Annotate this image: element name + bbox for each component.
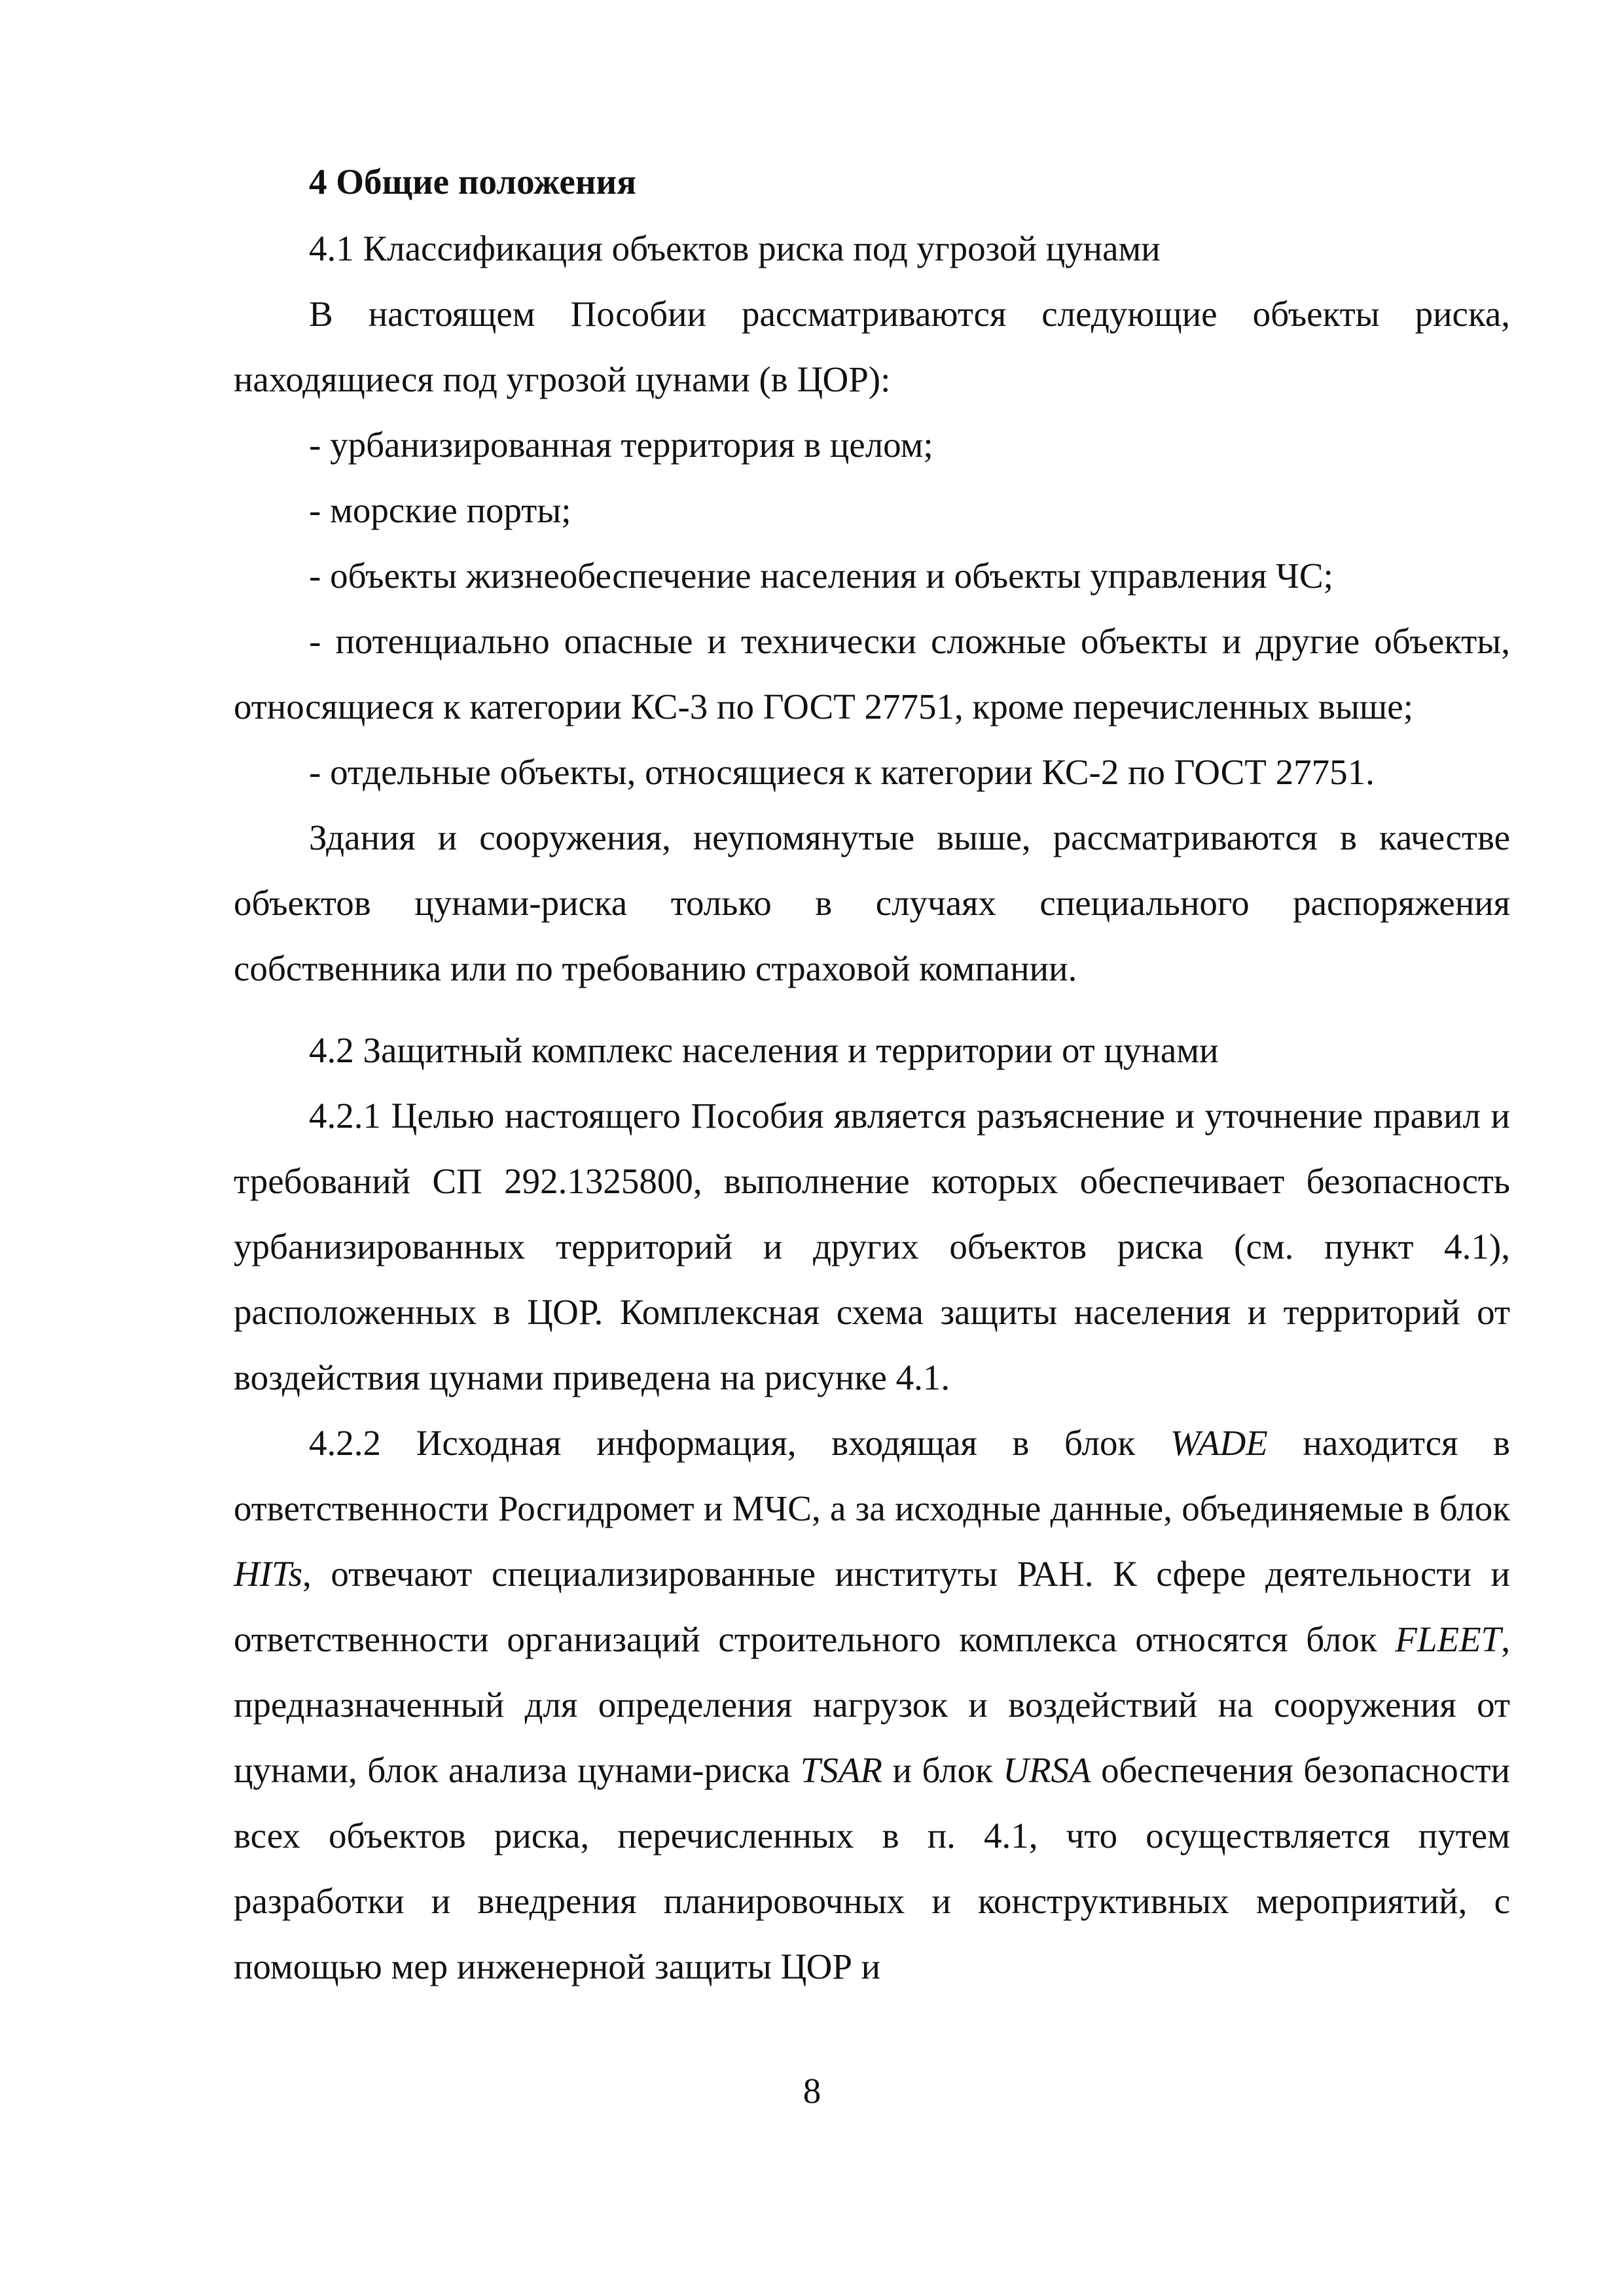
subsection-heading-4-1: 4.1 Классификация объектов риска под угрозой цунами: [309, 228, 1161, 268]
text-run: и блок: [882, 1750, 1003, 1790]
list-item: - урбанизированная территория в целом;: [309, 425, 933, 465]
block-name-fleet: FLEET: [1395, 1619, 1502, 1659]
text-run: находится в ответственности Росгидромет и МЧС, а за исходные данные, объединяемые в блок: [234, 1423, 1510, 1528]
text-run: , отвечают специализированные институты РАН. К сфере деятельности и ответственности организаций строительного комплекса относятся блок: [234, 1554, 1510, 1659]
text-run: обеспечения безопасности всех объектов риска, перечисленных в п. 4.1, что осуществляется путем разработки и внедрения планировочных и конструктивных мероприятий, с помощью мер инженерной защиты ЦОР и: [234, 1750, 1510, 1986]
block-name-wade: WADE: [1170, 1423, 1268, 1463]
block-name-ursa: URSA: [1003, 1750, 1091, 1790]
section-heading: 4 Общие положения: [309, 162, 636, 202]
block-name-tsar: TSAR: [800, 1750, 883, 1790]
paragraph-4-2-2: [234, 1410, 1510, 2000]
text-run: 4.2.2 Исходная информация, входящая в блок: [309, 1423, 1170, 1463]
list-item: - потенциально опасные и технически сложные объекты и другие объекты, относящиеся к категории КС-3 по ГОСТ 27751, кроме перечисленных выше;: [234, 621, 1510, 726]
section-spacer: [234, 1001, 1510, 1018]
paragraph-4-2-1: 4.2.1 Целью настоящего Пособия является разъяснение и уточнение правил и требований СП 292.1325800, выполнение которых обеспечивает безопасность урбанизированных территорий и других объектов риска (см. пункт 4.1), расположенных в ЦОР. Комплексная схема защиты населения и территорий от воздействия цунами приведена на рисунке 4.1.: [234, 1096, 1510, 1397]
subsection-heading-4-2: 4.2 Защитный комплекс населения и территории от цунами: [309, 1030, 1219, 1070]
list-item: - морские порты;: [309, 490, 571, 530]
block-name-hits: HITs: [234, 1554, 302, 1594]
document-body: [234, 216, 1510, 2000]
page-number: 8: [803, 2071, 821, 2111]
paragraph-closing: Здания и сооружения, неупомянутые выше, рассматриваются в качестве объектов цунами-риска только в случаях специального распоряжения собственника или по требованию страховой компании.: [234, 817, 1510, 988]
list-item: - объекты жизнеобеспечение населения и объекты управления ЧС;: [309, 556, 1333, 596]
list-item: - отдельные объекты, относящиеся к категории КС-2 по ГОСТ 27751.: [309, 752, 1375, 792]
text-run: , предназначенный для определения нагрузок и воздействий на сооружения от цунами, блок анализа цунами-риска: [234, 1619, 1510, 1790]
paragraph-intro: В настоящем Пособии рассматриваются следующие объекты риска, находящиеся под угрозой цунами (в ЦОР):: [234, 294, 1510, 399]
